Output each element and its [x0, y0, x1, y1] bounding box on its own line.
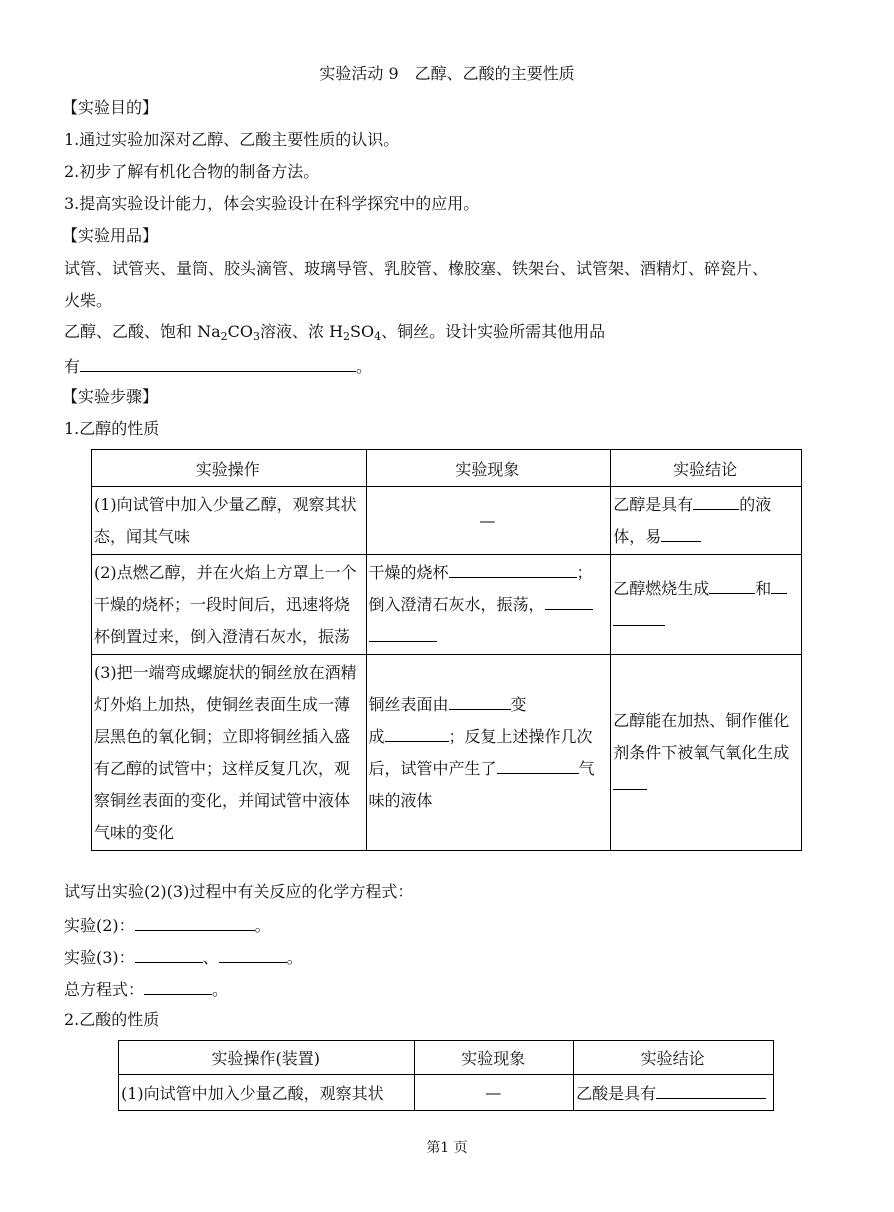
- row2-phen-text-c: 倒入澄清石灰水，振荡，: [368, 594, 545, 614]
- row2-operation: (2)点燃乙醇，并在火焰上方罩上一个干燥的烧杯；一段时间后，迅速将烧杯倒置过来，倒入澄清石灰水，振荡: [92, 555, 367, 655]
- table-row: [92, 655, 802, 851]
- steps-heading: 【实验步骤】: [62, 387, 159, 406]
- row3-phenomenon: [366, 655, 611, 851]
- answer-blank[interactable]: [449, 693, 511, 710]
- header-conclusion: 实验结论: [611, 450, 802, 487]
- table-header-row: [119, 1041, 774, 1075]
- row1-phenomenon: —: [366, 487, 611, 555]
- reagents-line-2: [64, 355, 372, 377]
- materials-line-2: 火柴。: [64, 291, 113, 310]
- row3-phen-text-a: 铜丝表面由: [368, 694, 449, 714]
- answer-blank-other-materials[interactable]: [80, 355, 356, 372]
- purpose-item-2: 2.初步了解有机化合物的制备方法。: [64, 162, 320, 181]
- header-operation-apparatus: 实验操作(装置): [119, 1041, 415, 1075]
- answer-blank[interactable]: [613, 609, 665, 626]
- reagents-sub-1: 2: [220, 330, 228, 343]
- row1-con-text-b: 的液体，易: [613, 494, 772, 546]
- row3-phen-text-f: 气: [578, 758, 595, 778]
- row2-phen-text-b: ；: [576, 562, 593, 582]
- reagents-text-e: 、铜丝。设计实验所需其他用品: [381, 322, 606, 341]
- answer-blank[interactable]: [385, 725, 449, 742]
- reagents-sub-2: 3: [253, 330, 260, 343]
- answer-blank[interactable]: [135, 946, 203, 963]
- reagents-line2-end: 。: [356, 357, 373, 376]
- equation-exp3-end: 。: [286, 948, 303, 967]
- answer-blank[interactable]: [135, 914, 255, 931]
- header-phenomenon: 实验现象: [415, 1041, 574, 1075]
- table-row: [92, 487, 802, 555]
- row2-con-text-a: 乙醇燃烧生成: [613, 578, 710, 598]
- acetic-row1-con-text: 乙酸是具有: [576, 1084, 657, 1103]
- answer-blank[interactable]: [369, 625, 437, 642]
- equation-total-end: 。: [212, 980, 229, 999]
- answer-blank[interactable]: [771, 577, 787, 594]
- reagents-text-a: 乙醇、乙酸、饱和 Na: [64, 322, 221, 341]
- equation-total-label: 总方程式：: [64, 980, 145, 999]
- acetic-heading: 2.乙酸的性质: [64, 1010, 160, 1029]
- answer-blank[interactable]: [656, 1082, 766, 1099]
- row2-con-text-b: 和: [755, 578, 772, 598]
- header-conclusion: 实验结论: [574, 1041, 774, 1075]
- reagents-sub-4: 4: [374, 330, 382, 343]
- row3-conclusion: [611, 655, 802, 851]
- row1-operation: (1)向试管中加入少量乙醇，观察其状态，闻其气味: [92, 487, 367, 555]
- header-phenomenon: 实验现象: [366, 450, 611, 487]
- reagents-line2-start: 有: [64, 357, 81, 376]
- answer-blank[interactable]: [144, 978, 212, 995]
- row3-phen-text-c: 成: [368, 726, 385, 746]
- reagents-line-1: [64, 322, 605, 342]
- equations-intro: 试写出实验(2)(3)过程中有关反应的化学方程式：: [64, 882, 414, 901]
- materials-line-1: 试管、试管夹、量筒、胶头滴管、玻璃导管、乳胶管、橡胶塞、铁架台、试管架、酒精灯、碎瓷片、: [64, 259, 769, 278]
- answer-blank[interactable]: [693, 493, 739, 510]
- answer-blank[interactable]: [219, 946, 287, 963]
- row3-phen-text-d: ；反复上述操作几次: [448, 726, 593, 746]
- answer-blank[interactable]: [497, 757, 579, 774]
- reagents-sub-3: 2: [343, 330, 351, 343]
- row3-phen-text-e: 后，试管中产生了: [368, 758, 497, 778]
- answer-blank[interactable]: [613, 773, 647, 790]
- row2-conclusion: [611, 555, 802, 655]
- purpose-item-3: 3.提高实验设计能力，体会实验设计在科学探究中的应用。: [64, 194, 480, 213]
- row2-phen-text-a: 干燥的烧杯: [368, 562, 449, 582]
- equation-total: [64, 978, 228, 1000]
- materials-heading: 【实验用品】: [62, 226, 159, 245]
- ethanol-heading: 1.乙醇的性质: [64, 419, 160, 438]
- equation-exp2-label: 实验(2)：: [64, 916, 135, 935]
- equation-exp3-mid: 、: [202, 948, 219, 967]
- ethanol-table: [91, 449, 802, 851]
- equation-exp2: [64, 914, 271, 936]
- row1-con-text-a: 乙醇是具有: [613, 494, 694, 514]
- purpose-heading: 【实验目的】: [62, 98, 159, 117]
- table-row: [119, 1075, 774, 1111]
- page-title: 实验活动 9 乙醇、乙酸的主要性质: [319, 64, 575, 83]
- answer-blank[interactable]: [709, 577, 755, 594]
- acetic-row1-phenomenon: —: [415, 1075, 574, 1111]
- row3-phen-text-g: 味的液体: [368, 790, 433, 810]
- acetic-row1-operation: (1)向试管中加入少量乙酸，观察其状: [119, 1075, 415, 1111]
- table-header-row: [92, 450, 802, 487]
- equation-exp3-label: 实验(3)：: [64, 948, 135, 967]
- row1-conclusion: [611, 487, 802, 555]
- equation-exp2-end: 。: [254, 916, 271, 935]
- acetic-table: [118, 1040, 774, 1111]
- acetic-row1-conclusion: [574, 1075, 774, 1111]
- answer-blank[interactable]: [545, 593, 593, 610]
- table-row: [92, 555, 802, 655]
- page-number: 第1 页: [426, 1140, 468, 1156]
- row2-phenomenon: [366, 555, 611, 655]
- answer-blank[interactable]: [449, 561, 577, 578]
- reagents-text-b: CO: [227, 322, 253, 341]
- header-operation: 实验操作: [92, 450, 367, 487]
- purpose-item-1: 1.通过实验加深对乙醇、乙酸主要性质的认识。: [64, 130, 400, 149]
- row3-con-text: 乙醇能在加热、铜作催化剂条件下被氧气氧化生成: [613, 710, 790, 762]
- reagents-text-d: SO: [350, 322, 375, 341]
- row3-operation: (3)把一端弯成螺旋状的铜丝放在酒精灯外焰上加热，使铜丝表面生成一薄层黑色的氧化铜；立即将铜丝插入盛有乙醇的试管中；这样反复几次，观察铜丝表面的变化，并闻试管中液体气味的变化: [92, 655, 367, 851]
- row3-phen-text-b: 变: [510, 694, 527, 714]
- reagents-text-c: 溶液、浓 H: [260, 322, 344, 341]
- equation-exp3: [64, 946, 303, 968]
- answer-blank[interactable]: [661, 525, 701, 542]
